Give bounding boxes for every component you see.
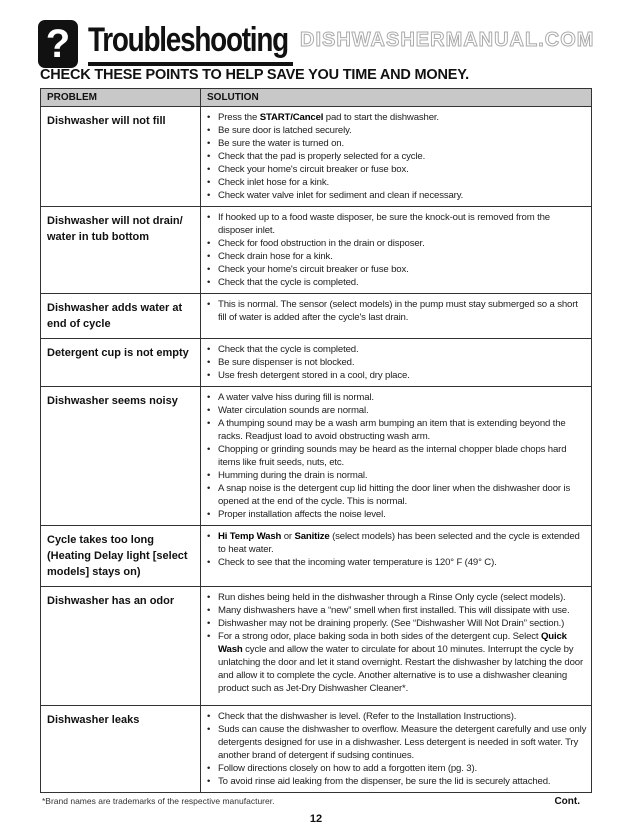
solution-text: This is normal. The sensor (select models) in the pump must stay submerged so a short fill of water is added after the cycle's last drain. bbox=[218, 299, 578, 323]
page-subtitle: CHECK THESE POINTS TO HELP SAVE YOU TIME AND MONEY. bbox=[40, 67, 469, 83]
solution-text: or bbox=[281, 531, 295, 542]
solution-list bbox=[207, 530, 587, 569]
solution-item bbox=[207, 391, 587, 404]
solution-cell bbox=[201, 587, 592, 706]
solution-item bbox=[207, 263, 587, 276]
problem-cell: Dishwasher leaks bbox=[41, 706, 201, 793]
solution-text: Press the bbox=[218, 112, 260, 123]
table-row bbox=[41, 107, 592, 207]
solution-bold-text: Sanitize bbox=[294, 531, 330, 542]
solution-text: cycle and allow the water to circulate for about 10 minutes. Interrupt the cycle by unlatching the door and let it stand overnight. Restart the dishwasher by latching the door and allow it to complete the cycle. Another alternative is to use a dishwasher cleaning product such as Jet-Dry Dishwasher Cleaner*. bbox=[218, 644, 584, 694]
solution-list bbox=[207, 211, 587, 289]
continued-label: Cont. bbox=[554, 796, 580, 807]
solution-item bbox=[207, 137, 587, 150]
solution-text: Many dishwashers have a “new” smell when first installed. This will dissipate with use. bbox=[218, 605, 570, 616]
solution-list bbox=[207, 591, 587, 695]
solution-cell bbox=[201, 294, 592, 339]
table-row bbox=[41, 339, 592, 387]
solution-text: Check to see that the incoming water temperature is 120° F (49° C). bbox=[218, 557, 497, 568]
solution-item bbox=[207, 150, 587, 163]
footer-row bbox=[40, 796, 592, 808]
solution-item bbox=[207, 189, 587, 202]
solution-list bbox=[207, 710, 587, 788]
solution-item bbox=[207, 211, 587, 237]
solution-item bbox=[207, 617, 587, 630]
page-header bbox=[38, 20, 338, 68]
solution-text: Humming during the drain is normal. bbox=[218, 470, 368, 481]
table-row bbox=[41, 294, 592, 339]
column-header-solution: SOLUTION bbox=[201, 89, 592, 107]
solution-text: Check that the pad is properly selected for a cycle. bbox=[218, 151, 426, 162]
solution-text: Check your home's circuit breaker or fuse box. bbox=[218, 164, 409, 175]
problem-cell: Dishwasher adds water at end of cycle bbox=[41, 294, 201, 339]
solution-text: Suds can cause the dishwasher to overflow. Measure the detergent carefully and use only detergents designed for use in a dishwasher. Less detergent is needed in soft water. Try another brand of detergent if sudsing continues. bbox=[218, 724, 587, 761]
solution-cell bbox=[201, 706, 592, 793]
troubleshooting-table bbox=[40, 88, 592, 793]
solution-item bbox=[207, 343, 587, 356]
solution-text: Water circulation sounds are normal. bbox=[218, 405, 369, 416]
solution-text: Use fresh detergent stored in a cool, dry place. bbox=[218, 370, 410, 381]
solution-text: Check drain hose for a kink. bbox=[218, 251, 333, 262]
solution-text: Proper installation affects the noise level. bbox=[218, 509, 386, 520]
table-row bbox=[41, 207, 592, 294]
solution-list bbox=[207, 298, 587, 324]
problem-cell: Dishwasher will not fill bbox=[41, 107, 201, 207]
question-mark-icon: ? bbox=[38, 20, 78, 68]
solution-text: (select models) has been selected and the cycle is extended to heat water. bbox=[218, 531, 580, 555]
solution-bold-text: Hi Temp Wash bbox=[218, 531, 282, 542]
solution-text: Check that the dishwasher is level. (Refer to the Installation Instructions). bbox=[218, 711, 517, 722]
solution-item bbox=[207, 630, 587, 695]
table-row bbox=[41, 387, 592, 526]
solution-bold-text: START/Cancel bbox=[259, 112, 324, 123]
solution-text: Follow directions closely on how to add a forgotten item (pg. 3). bbox=[218, 763, 478, 774]
solution-cell bbox=[201, 107, 592, 207]
table-row bbox=[41, 526, 592, 587]
solution-item bbox=[207, 530, 587, 556]
solution-text: Be sure door is latched securely. bbox=[218, 125, 352, 136]
solution-text: Check that the cycle is completed. bbox=[218, 277, 359, 288]
solution-bold-text: Quick Wash bbox=[218, 631, 567, 655]
table-header-row bbox=[41, 89, 592, 107]
problem-cell: Cycle takes too long (Heating Delay light [select models] stays on) bbox=[41, 526, 201, 587]
solution-text: Chopping or grinding sounds may be heard as the internal chopper blade chops hard items like fruit seeds, nuts, etc. bbox=[218, 444, 567, 468]
table-row bbox=[41, 587, 592, 706]
solution-cell bbox=[201, 387, 592, 526]
solution-item bbox=[207, 250, 587, 263]
solution-text: A thumping sound may be a wash arm bumping an item that is extending beyond the racks. Readjust load to avoid obstructing wash arm. bbox=[218, 418, 566, 442]
solution-text: Be sure the water is turned on. bbox=[218, 138, 345, 149]
solution-item bbox=[207, 508, 587, 521]
problem-cell: Dishwasher seems noisy bbox=[41, 387, 201, 526]
solution-text: Be sure dispenser is not blocked. bbox=[218, 357, 355, 368]
solution-item bbox=[207, 111, 587, 124]
solution-cell bbox=[201, 207, 592, 294]
solution-text: A snap noise is the detergent cup lid hitting the door liner when the dishwasher door is opened at the end of the cycle. This is normal. bbox=[218, 483, 571, 507]
solution-text: A water valve hiss during fill is normal. bbox=[218, 392, 374, 403]
watermark: DISHWASHERMANUAL.COM bbox=[300, 29, 595, 51]
solution-item bbox=[207, 604, 587, 617]
problem-cell: Dishwasher will not drain/ water in tub bottom bbox=[41, 207, 201, 294]
solution-item bbox=[207, 369, 587, 382]
solution-item bbox=[207, 298, 587, 324]
solution-text: Check that the cycle is completed. bbox=[218, 344, 359, 355]
solution-text: Run dishes being held in the dishwasher through a Rinse Only cycle (select models). bbox=[218, 592, 566, 603]
solution-item bbox=[207, 482, 587, 508]
solution-cell bbox=[201, 526, 592, 587]
solution-text: For a strong odor, place baking soda in both sides of the detergent cup. Select bbox=[218, 631, 541, 642]
solution-text: Check for food obstruction in the drain or disposer. bbox=[218, 238, 425, 249]
solution-item bbox=[207, 404, 587, 417]
problem-cell: Dishwasher has an odor bbox=[41, 587, 201, 706]
solution-item bbox=[207, 276, 587, 289]
footnote: *Brand names are trademarks of the respective manufacturer. bbox=[42, 796, 275, 806]
problem-cell: Detergent cup is not empty bbox=[41, 339, 201, 387]
page-number: 12 bbox=[309, 813, 323, 825]
solution-item bbox=[207, 469, 587, 482]
solution-item bbox=[207, 556, 587, 569]
page-content bbox=[40, 88, 592, 826]
table-row bbox=[41, 706, 592, 793]
solution-item bbox=[207, 176, 587, 189]
solution-text: Check your home's circuit breaker or fuse box. bbox=[218, 264, 409, 275]
solution-text: Check inlet hose for a kink. bbox=[218, 177, 329, 188]
solution-item bbox=[207, 356, 587, 369]
solution-list bbox=[207, 111, 587, 202]
solution-text: If hooked up to a food waste disposer, be sure the knock-out is removed from the disposer inlet. bbox=[218, 212, 550, 236]
solution-text: Dishwasher may not be draining properly. (See “Dishwasher Will Not Drain” section.) bbox=[218, 618, 565, 629]
page-title: Troubleshooting bbox=[88, 18, 293, 66]
solution-item bbox=[207, 163, 587, 176]
solution-item bbox=[207, 762, 587, 775]
column-header-problem: PROBLEM bbox=[41, 89, 201, 107]
solution-list bbox=[207, 343, 587, 382]
solution-text: Check water valve inlet for sediment and clean if necessary. bbox=[218, 190, 464, 201]
solution-item bbox=[207, 723, 587, 762]
solution-cell bbox=[201, 339, 592, 387]
solution-item bbox=[207, 591, 587, 604]
solution-text: To avoid rinse aid leaking from the dispenser, be sure the lid is securely attached. bbox=[218, 776, 551, 787]
solution-list bbox=[207, 391, 587, 521]
solution-text: pad to start the dishwasher. bbox=[323, 112, 439, 123]
solution-item bbox=[207, 775, 587, 788]
solution-item bbox=[207, 237, 587, 250]
solution-item bbox=[207, 443, 587, 469]
solution-item bbox=[207, 417, 587, 443]
solution-item bbox=[207, 124, 587, 137]
solution-item bbox=[207, 710, 587, 723]
